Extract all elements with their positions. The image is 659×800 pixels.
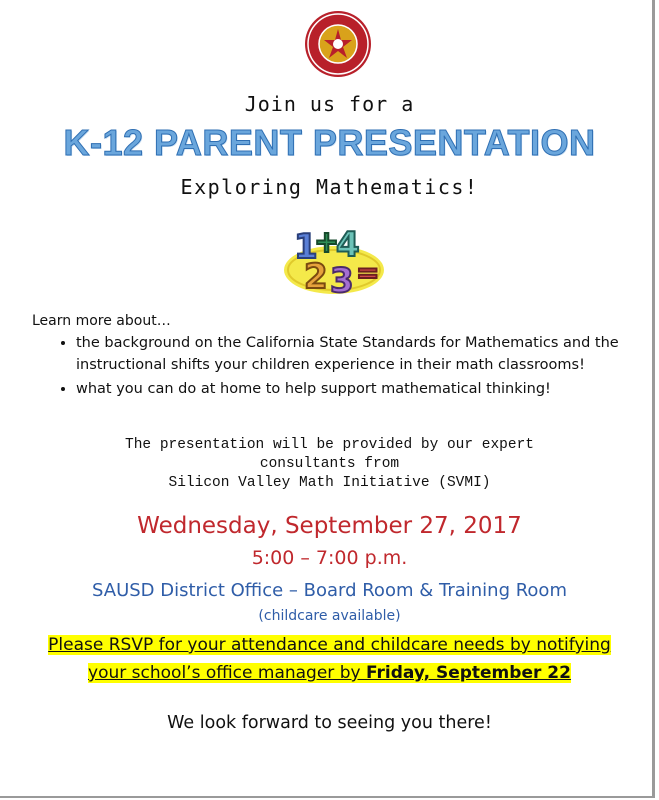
intro-text: Join us for a bbox=[244, 92, 415, 116]
list-item: • what you can do at home to help support mathematical thinking! bbox=[76, 378, 636, 400]
closing-message: We look forward to seeing you there! bbox=[167, 713, 492, 733]
rsvp-line-2 bbox=[88, 663, 571, 683]
event-date: Wednesday, September 27, 2017 bbox=[137, 513, 522, 539]
rsvp-notice bbox=[0, 631, 659, 687]
provider-line-1: The presentation will be provided by our expert bbox=[125, 437, 534, 453]
rsvp-line-1: Please RSVP for your attendance and childcare needs by notifying bbox=[48, 635, 611, 655]
svg-text:1: 1 bbox=[294, 227, 318, 267]
childcare-note: (childcare available) bbox=[258, 608, 401, 624]
svg-text:=: = bbox=[356, 256, 380, 289]
math-numbers-icon bbox=[282, 222, 386, 300]
event-time: 5:00 – 7:00 p.m. bbox=[251, 547, 408, 569]
page-title: K-12 PARENT PRESENTATION bbox=[63, 122, 596, 163]
event-venue: SAUSD District Office – Board Room & Training Room bbox=[92, 580, 567, 601]
rsvp-line-2-text: your school’s office manager by bbox=[88, 663, 366, 683]
rsvp-deadline: Friday, September 22 bbox=[365, 663, 571, 683]
list-item: • the background on the California State Standards for Mathematics and the instructional shifts your children experience in their math classrooms! bbox=[76, 332, 636, 376]
district-seal-logo bbox=[303, 9, 373, 79]
provider-line-3: Silicon Valley Math Initiative (SVMI) bbox=[168, 475, 491, 491]
svg-text:3: 3 bbox=[330, 261, 354, 300]
svg-text:+: + bbox=[314, 225, 340, 260]
provider-line-2: consultants from bbox=[259, 456, 400, 472]
svg-text:4: 4 bbox=[336, 225, 360, 265]
svg-text:2: 2 bbox=[304, 257, 328, 297]
page-subtitle: Exploring Mathematics! bbox=[180, 175, 479, 199]
learn-list bbox=[36, 330, 636, 402]
learn-more-heading: Learn more about… bbox=[32, 313, 171, 329]
